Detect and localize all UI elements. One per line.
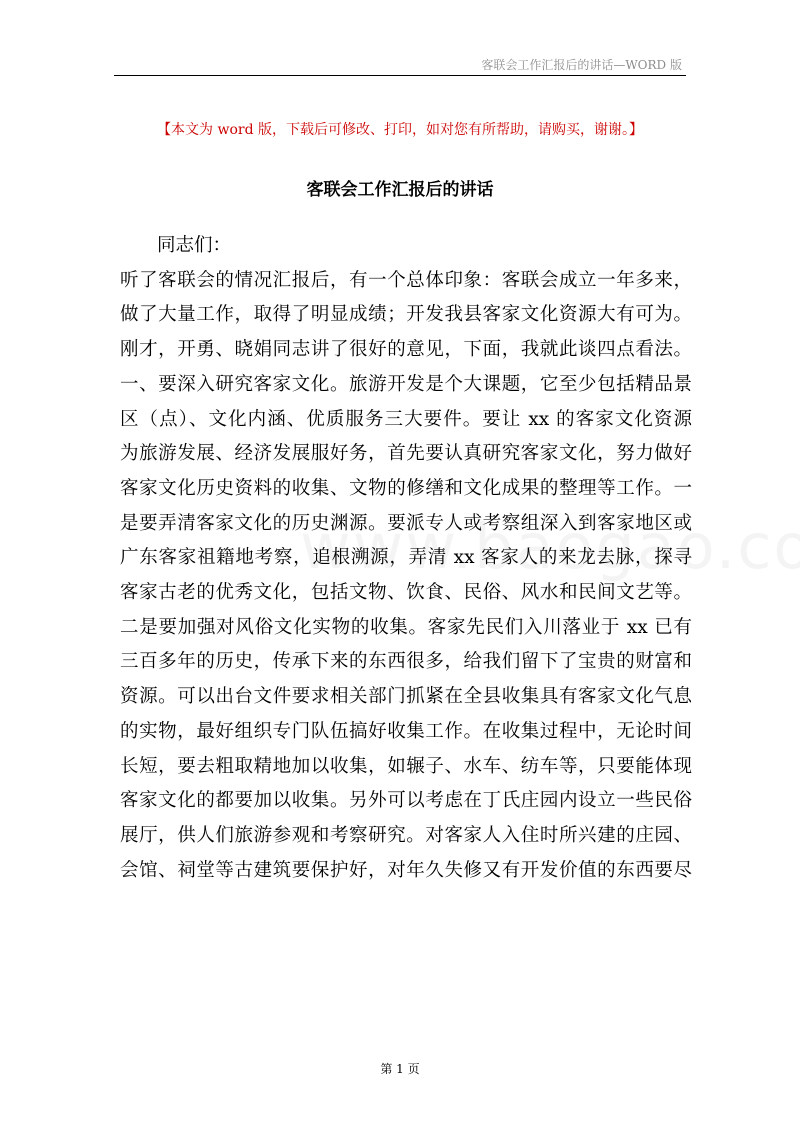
body-line: 长短，要去粗取精地加以收集，如辗子、水车、纺车等，只要能体现 xyxy=(120,755,692,777)
body-line: 为旅游发展、经济发展服好务，首先要认真研究客家文化，努力做好 xyxy=(120,443,692,465)
body-line: 展厅，供人们旅游参观和考察研究。对客家人入住时所兴建的庄园、 xyxy=(120,824,692,846)
body-line: 客家文化的都要加以收集。另外可以考虑在丁氏庄园内设立一些民俗 xyxy=(120,790,692,812)
body-line: 是要弄清客家文化的历史渊源。要派专人或考察组深入到客家地区或 xyxy=(120,512,692,534)
header-divider xyxy=(114,75,686,76)
body-line: 客家古老的优秀文化，包括文物、饮食、民俗、风水和民间文艺等。 xyxy=(120,582,692,604)
body-line: 广东客家祖籍地考察，追根溯源，弄清 xx 客家人的来龙去脉，探寻 xyxy=(120,547,692,569)
body-text xyxy=(120,229,692,888)
body-line: 听了客联会的情况汇报后，有一个总体印象：客联会成立一年多来， xyxy=(120,269,692,291)
purchase-notice: 【本文为 word 版，下载后可修改、打印，如对您有所帮助，请购买，谢谢。】 xyxy=(157,122,643,138)
body-line: 的实物，最好组织专门队伍搞好收集工作。在收集过程中，无论时间 xyxy=(120,720,692,742)
body-line: 二是要加强对风俗文化实物的收集。客家先民们入川落业于 xx 已有 xyxy=(120,616,692,638)
body-line: 刚才，开勇、晓娟同志讲了很好的意见，下面，我就此谈四点看法。 xyxy=(120,339,692,361)
body-line: 一、要深入研究客家文化。旅游开发是个大课题，它至少包括精品景 xyxy=(120,373,692,395)
body-line: 会馆、祠堂等古建筑要保护好，对年久失修又有开发价值的东西要尽 xyxy=(120,859,692,881)
header-running-title: 客联会工作汇报后的讲话—WORD 版 xyxy=(481,58,682,72)
body-line: 区（点）、文化内涵、优质服务三大要件。要让 xx 的客家文化资源 xyxy=(120,408,692,430)
body-line: 资源。可以出台文件要求相关部门抓紧在全县收集具有客家文化气息 xyxy=(120,686,692,708)
page-number: 第 1 页 xyxy=(380,1062,420,1076)
body-line: 客家文化历史资料的收集、文物的修缮和文化成果的整理等工作。一 xyxy=(120,477,692,499)
body-line: 三百多年的历史，传承下来的东西很多，给我们留下了宝贵的财富和 xyxy=(120,651,692,673)
salutation: 同志们： xyxy=(157,235,232,256)
document-title: 客联会工作汇报后的讲话 xyxy=(306,180,494,200)
body-line: 做了大量工作，取得了明显成绩；开发我县客家文化资源大有可为。 xyxy=(120,304,692,326)
